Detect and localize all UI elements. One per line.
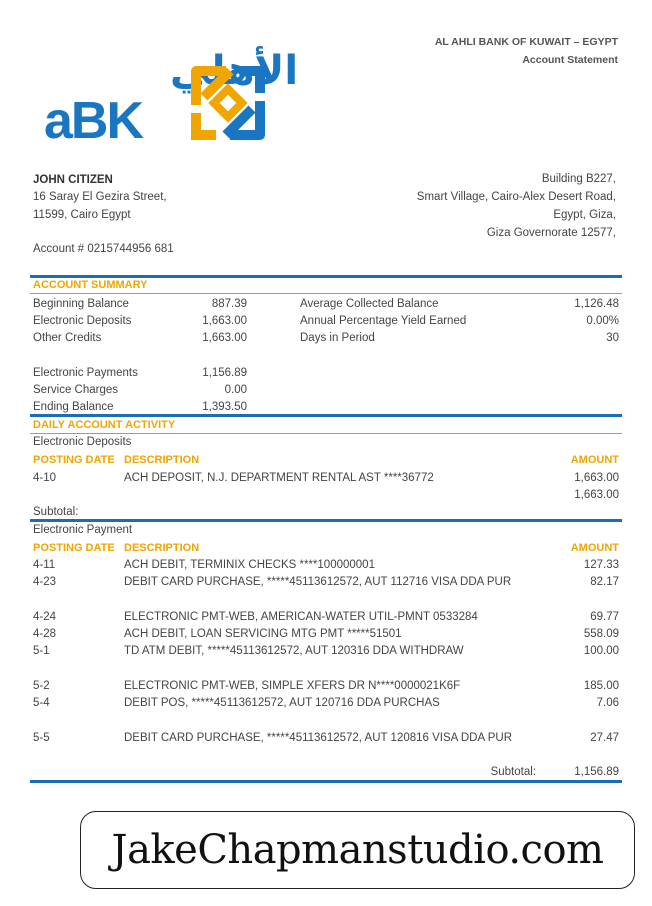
logo-arabic-wordmark [68,40,299,95]
section-rule [30,519,622,522]
txn-description: DEBIT CARD PURCHASE, *****45113612572, AUT 120816 VISA DDA PUR [124,732,513,744]
txn-date: 4-28 [33,628,57,640]
document-title: Account Statement [522,54,618,66]
deposits-label: Electronic Deposits [33,436,132,448]
col-amount: AMOUNT [570,542,619,554]
summary-label: Ending Balance [33,401,114,413]
txn-amount: 558.09 [583,628,619,640]
divider [30,433,622,434]
txn-amount: 7.06 [596,697,619,709]
bank-address-line: Smart Village, Cairo-Alex Desert Road, [416,191,616,203]
summary-label: Annual Percentage Yield Earned [300,315,467,327]
txn-description: DEBIT POS, *****45113612572, AUT 120716 DDA PURCHAS [124,697,440,709]
bank-address-line: Giza Governorate 12577, [486,227,616,239]
payments-subtotal: 1,156.89 [574,766,619,778]
watermark-text: JakeChapmanstudio.com [111,827,604,873]
txn-amount: 69.77 [590,611,619,623]
summary-label: Average Collected Balance [300,298,439,310]
col-posting-date: POSTING DATE [33,454,115,466]
col-description: DESCRIPTION [124,542,200,554]
summary-label: Electronic Deposits [33,315,132,327]
divider [30,293,622,294]
col-amount: AMOUNT [570,454,619,466]
logo-latin-wordmark: aBK [44,92,143,150]
txn-date: 4-24 [33,611,57,623]
logo-arabic-text: الأهلي [170,48,299,94]
txn-description: ACH DEPOSIT, N.J. DEPARTMENT RENTAL AST ****36772 [124,472,434,484]
logo-mark-icon [190,67,266,139]
watermark-box [80,811,635,889]
summary-label: Service Charges [33,384,119,396]
bank-name: AL AHLI BANK OF KUWAIT – EGYPT [434,36,618,48]
txn-description: TD ATM DEBIT, *****45113612572, AUT 120316 DDA WITHDRAW [124,645,464,657]
summary-label: Beginning Balance [33,298,129,310]
txn-date: 4-11 [33,559,56,571]
txn-amount: 185.00 [583,680,619,692]
deposits-subtotal-label: Subtotal: [33,506,79,518]
deposits-total: 1,663.00 [574,489,619,501]
summary-value: 887.39 [211,298,247,310]
summary-value: 30 [606,332,619,344]
customer-address-line1: 16 Saray El Gezira Street, [33,191,167,203]
account-number: Account # 0215744956 681 [33,243,174,255]
customer-name: JOHN CITIZEN [33,174,113,186]
col-description: DESCRIPTION [124,454,200,466]
summary-label: Days in Period [300,332,375,344]
txn-description: ELECTRONIC PMT-WEB, AMERICAN-WATER UTIL-PMNT 0533284 [124,611,478,623]
summary-value: 1,393.50 [202,401,247,413]
txn-date: 5-4 [33,697,50,709]
txn-date: 5-1 [33,645,50,657]
summary-value: 1,156.89 [202,367,247,379]
txn-date: 4-23 [33,576,57,588]
section-rule [30,414,622,417]
summary-value: 1,126.48 [574,298,619,310]
daily-activity-title: DAILY ACCOUNT ACTIVITY [33,419,176,431]
summary-value: 1,663.00 [202,332,247,344]
txn-date: 4-10 [33,472,57,484]
section-rule [30,275,622,278]
txn-amount: 82.17 [590,576,619,588]
txn-date: 5-2 [33,680,50,692]
summary-label: Other Credits [33,332,102,344]
account-summary-title: ACCOUNT SUMMARY [33,279,148,291]
payments-label: Electronic Payment [33,524,133,536]
txn-description: DEBIT CARD PURCHASE, *****45113612572, AUT 112716 VISA DDA PUR [124,576,512,588]
summary-value: 1,663.00 [202,315,247,327]
txn-amount: 100.00 [583,645,619,657]
txn-description: ACH DEBIT, LOAN SERVICING MTG PMT *****51501 [124,628,402,640]
txn-description: ELECTRONIC PMT-WEB, SIMPLE XFERS DR N****0000021K6F [124,680,461,692]
summary-label: Electronic Payments [33,367,138,379]
bank-address-line: Building B227, [541,173,616,185]
section-rule [30,780,622,783]
txn-amount: 27.47 [590,732,619,744]
col-posting-date: POSTING DATE [33,542,115,554]
summary-value: 0.00 [224,384,247,396]
txn-amount: 1,663.00 [574,472,619,484]
txn-date: 5-5 [33,732,50,744]
txn-description: ACH DEBIT, TERMINIX CHECKS ****100000001 [124,559,375,571]
payments-subtotal-label: Subtotal: [490,766,536,778]
bank-address-line: Egypt, Giza, [553,209,616,221]
txn-amount: 127.33 [583,559,619,571]
customer-address-line2: 11599, Cairo Egypt [33,209,131,221]
summary-value: 0.00% [586,315,619,327]
